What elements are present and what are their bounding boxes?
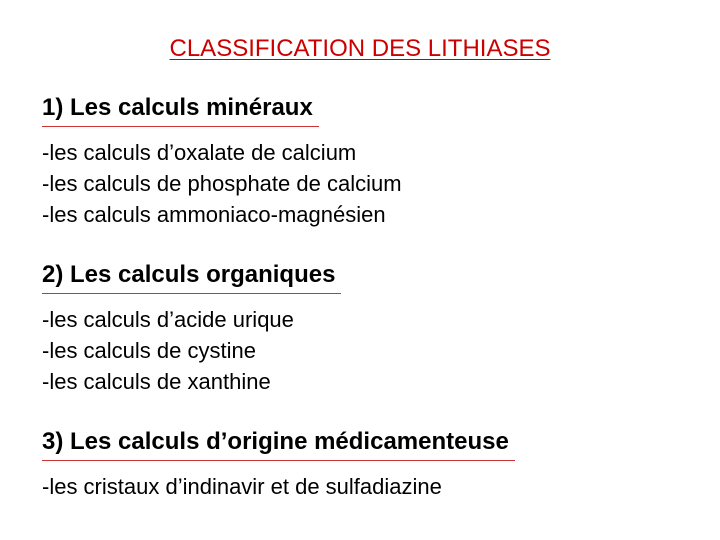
slide-title: CLASSIFICATION DES LITHIASES <box>169 35 551 62</box>
list-item: -les calculs d’acide urique <box>42 307 294 332</box>
list-item: -les calculs d’oxalate de calcium <box>42 140 357 165</box>
list-item: -les cristaux d’indinavir et de sulfadiazine <box>42 474 442 499</box>
section-items-mineral <box>42 137 402 230</box>
section-items-drug <box>42 471 515 502</box>
section-drug <box>42 427 515 502</box>
section-mineral <box>42 93 402 230</box>
list-item: -les calculs de phosphate de calcium <box>42 171 402 196</box>
list-item: -les calculs de xanthine <box>42 369 271 394</box>
list-item: -les calculs ammoniaco-magnésien <box>42 202 386 227</box>
section-heading-organic: 2) Les calculs organiques <box>42 260 341 294</box>
section-items-organic <box>42 304 341 397</box>
section-heading-drug: 3) Les calculs d’origine médicamenteuse <box>42 427 515 461</box>
section-organic <box>42 260 341 397</box>
list-item: -les calculs de cystine <box>42 338 256 363</box>
section-heading-mineral: 1) Les calculs minéraux <box>42 93 319 127</box>
